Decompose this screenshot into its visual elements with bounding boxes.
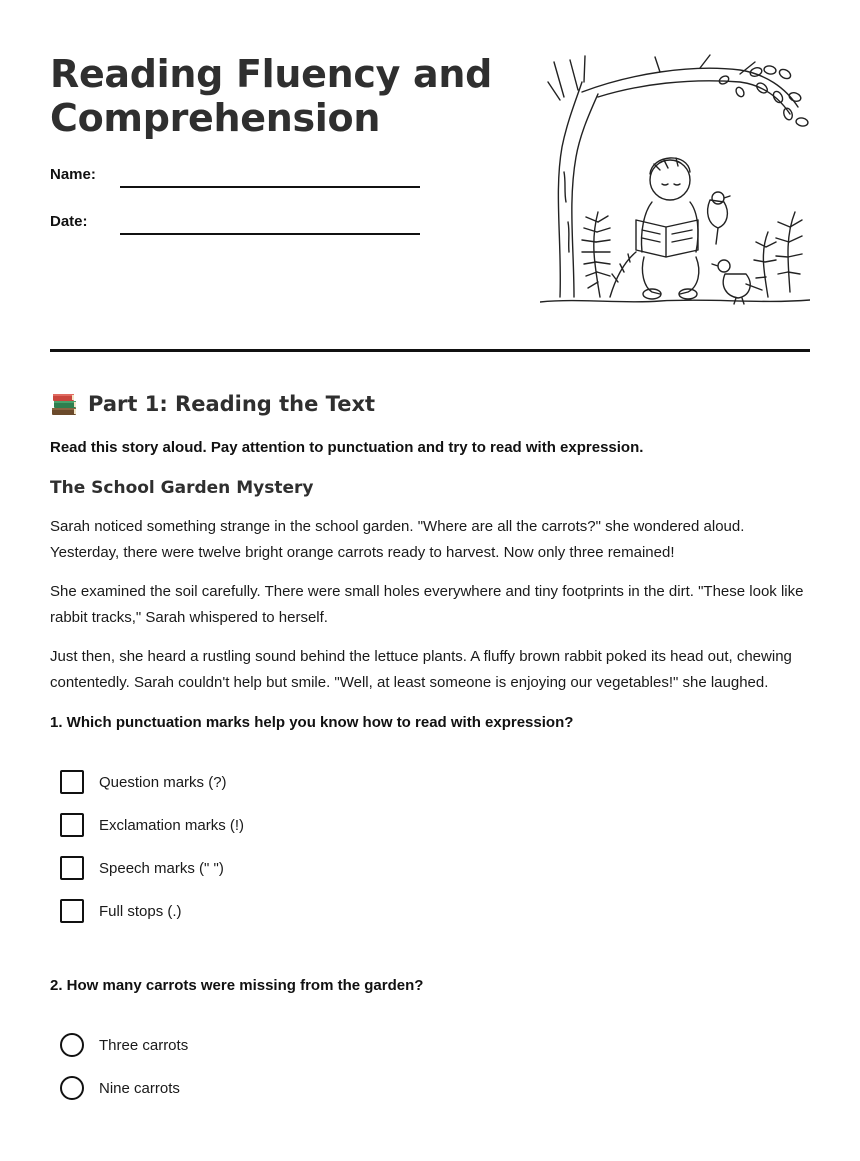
question-1-option[interactable]	[60, 812, 810, 838]
story-title: The School Garden Mystery	[50, 478, 314, 498]
name-field	[50, 164, 420, 188]
worksheet-header	[50, 52, 810, 352]
question-2-options	[60, 1032, 810, 1101]
question-1-options	[60, 769, 810, 924]
part1-heading	[50, 388, 810, 420]
name-label: Name:	[50, 166, 96, 183]
story-paragraph: Sarah noticed something strange in the school garden. "Where are all the carrots?" she wondered aloud. Yesterday, there were twelve bright orange carrots ready to harvest. Now only three remained!	[50, 518, 745, 561]
story-paragraph: She examined the soil carefully. There were small holes everywhere and tiny footprints in the dirt. "These look like rabbit tracks," Sarah whispered to herself.	[50, 583, 804, 626]
checkbox[interactable]	[60, 813, 84, 837]
option-label: Question marks (?)	[99, 773, 227, 791]
radio-button[interactable]	[60, 1076, 84, 1100]
date-field	[50, 211, 420, 235]
question-2-option[interactable]	[60, 1032, 810, 1058]
question-2-text: 2. How many carrots were missing from the garden?	[50, 977, 424, 994]
option-label: Nine carrots	[99, 1079, 180, 1097]
boy-reading-under-tree-illustration	[540, 52, 810, 307]
radio-button[interactable]	[60, 1033, 84, 1057]
checkbox[interactable]	[60, 856, 84, 880]
reading-instruction: Read this story aloud. Pay attention to punctuation and try to read with expression.	[50, 439, 644, 456]
checkbox[interactable]	[60, 770, 84, 794]
option-label: Exclamation marks (!)	[99, 816, 245, 834]
part1-heading-text: Part 1: Reading the Text	[88, 392, 376, 416]
worksheet-content	[50, 388, 810, 1118]
date-label: Date:	[50, 213, 88, 230]
option-label: Three carrots	[99, 1036, 189, 1054]
page-title: Reading Fluency and Comprehension	[50, 52, 492, 140]
checkbox[interactable]	[60, 899, 84, 923]
question-1-option[interactable]	[60, 855, 810, 881]
question-2-option[interactable]	[60, 1075, 810, 1101]
name-write-line[interactable]	[120, 186, 420, 188]
section-divider	[50, 349, 810, 352]
books-icon	[50, 391, 78, 417]
question-1-option[interactable]	[60, 898, 810, 924]
story-paragraph: Just then, she heard a rustling sound behind the lettuce plants. A fluffy brown rabbit poked its head out, chewing contentedly. Sarah couldn't help but smile. "Well, at least someone is enjoying our vegetables!" she laughed.	[50, 648, 792, 691]
question-1-option[interactable]	[60, 769, 810, 795]
option-label: Speech marks (" ")	[99, 859, 224, 877]
option-label: Full stops (.)	[99, 902, 182, 920]
question-1-text: 1. Which punctuation marks help you know how to read with expression?	[50, 714, 574, 731]
date-write-line[interactable]	[120, 233, 420, 235]
